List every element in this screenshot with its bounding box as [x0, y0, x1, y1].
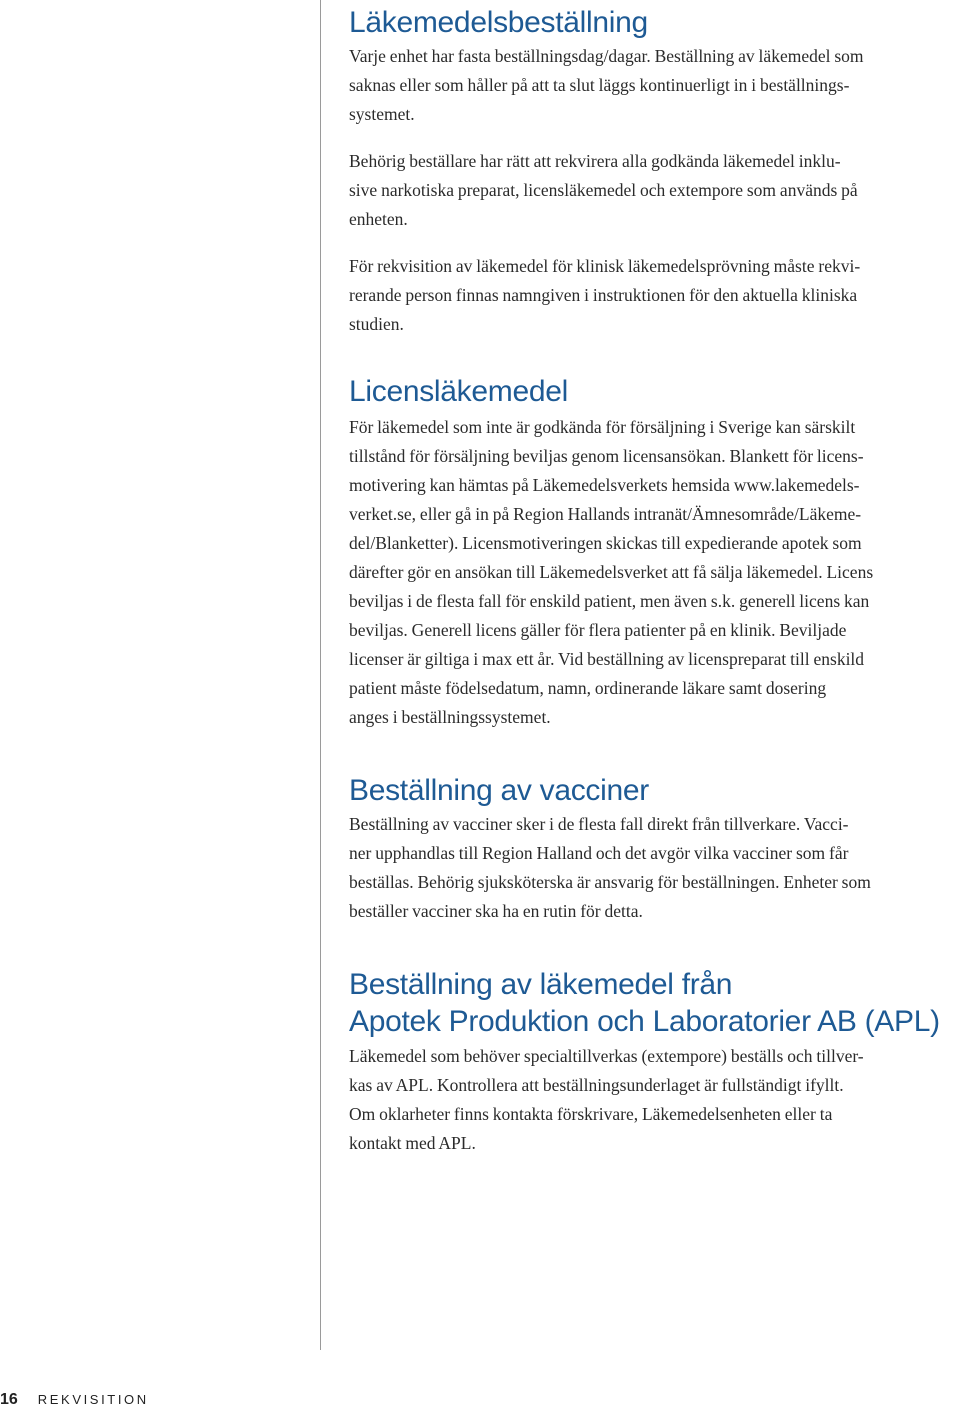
section-title: Beställning av läkemedel från Apotek Produktion och Laboratorier AB (APL) — [349, 968, 940, 1038]
section-lakemedelsbestallning — [349, 4, 959, 339]
main-content — [349, 4, 959, 1158]
paragraph: Behörig beställare har rätt att rekvirera alla godkända läkemedel inklu- sive narkotiska preparat, licensläkemedel och extempore som används på enheten. — [349, 151, 858, 229]
section-licenslakemedel — [349, 373, 959, 732]
page-footer — [0, 1391, 149, 1409]
section-title: Licensläkemedel — [349, 375, 568, 408]
column-divider — [320, 0, 321, 1350]
footer-section-name: REKVISITION — [37, 1392, 149, 1407]
paragraph: Läkemedel som behöver specialtillverkas (extempore) beställs och tillver- kas av APL. Kontrollera att beställningsunderlaget är fullständigt ifyllt. Om oklarheter finns kontakta förskrivare, Läkemedelsenheten eller ta kontakt med APL. — [349, 1046, 864, 1153]
section-bestallning-fran-apl — [349, 966, 959, 1158]
page-number: 16 — [0, 1391, 18, 1408]
paragraph: Varje enhet har fasta beställningsdag/dagar. Beställning av läkemedel som saknas eller som håller på att ta slut läggs kontinuerligt in i beställnings- systemet. — [349, 46, 864, 124]
paragraph: För rekvisition av läkemedel för klinisk läkemedelsprövning måste rekvi- rerande person finnas namngiven i instruktionen för den aktuella kliniska studien. — [349, 256, 861, 334]
section-title: Beställning av vacciner — [349, 774, 649, 807]
section-title: Läkemedelsbeställning — [349, 6, 648, 39]
paragraph: För läkemedel som inte är godkända för försäljning i Sverige kan särskilt tillstånd för försäljning beviljas genom licensansökan. Blankett för licens- motivering kan hämtas på Läkemedelsverkets hemsida www.lakemedels- verket.se, eller gå in på Region Hallands intranät/Ämnesområde/Läkeme- del/Blanketter). Licensmotiveringen skickas till expedierande apotek som därefter gör en ansökan till Läkemedelsverket att få sälja läkemedel. Licens beviljas i de flesta fall för enskild patient, men även s.k. generell licens kan beviljas. Generell licens gäller för flera patienter på en klinik. Beviljade licenser är giltiga i max ett år. Vid beställning av licenspreparat till enskild patient måste födelsedatum, namn, ordinerande läkare samt dosering anges i beställningssystemet. — [349, 417, 874, 727]
paragraph: Beställning av vacciner sker i de flesta fall direkt från tillverkare. Vacci- ner upphandlas till Region Halland och det avgör vilka vacciner som får beställas. Behörig sjuksköterska är ansvarig för beställningen. Enheter som beställer vacciner ska ha en rutin för detta. — [349, 814, 871, 921]
section-bestallning-av-vacciner — [349, 772, 959, 926]
